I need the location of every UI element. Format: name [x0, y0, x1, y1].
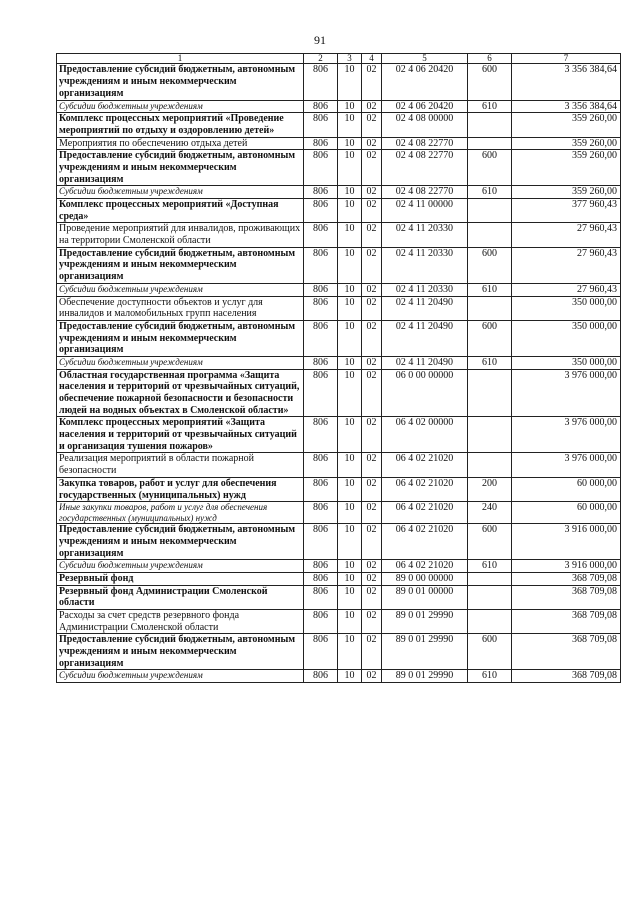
column-2-value: 806 [304, 477, 338, 501]
column-5-value: 02 4 06 20420 [382, 100, 468, 113]
column-2-value: 806 [304, 502, 338, 524]
row-name: Иные закупки товаров, работ и услуг для обеспечения государственных (муниципальных) нужд [57, 502, 304, 524]
column-7-amount: 3 976 000,00 [512, 453, 621, 477]
table-row [57, 477, 621, 501]
column-4-value: 02 [362, 477, 382, 501]
column-4-value: 02 [362, 453, 382, 477]
column-2-value: 806 [304, 186, 338, 199]
column-5-value: 89 0 01 29990 [382, 670, 468, 683]
column-7-amount: 3 916 000,00 [512, 524, 621, 560]
column-2-value: 806 [304, 296, 338, 320]
column-4-value: 02 [362, 283, 382, 296]
column-7-amount: 368 709,08 [512, 670, 621, 683]
table-row [57, 356, 621, 369]
table-row [57, 369, 621, 417]
column-2-value: 806 [304, 320, 338, 356]
table-row [57, 186, 621, 199]
column-3-value: 10 [338, 113, 362, 137]
column-7-amount: 27 960,43 [512, 283, 621, 296]
row-name: Предоставление субсидий бюджетным, автономным учреждениям и иным некоммерческим организациям [57, 150, 304, 186]
column-5-value: 06 0 00 00000 [382, 369, 468, 417]
table-row [57, 634, 621, 670]
column-5-value: 02 4 11 20330 [382, 223, 468, 247]
column-2-value: 806 [304, 585, 338, 609]
row-name: Субсидии бюджетным учреждениям [57, 100, 304, 113]
column-4-value: 02 [362, 610, 382, 634]
column-3-value: 10 [338, 283, 362, 296]
column-5-value: 06 4 02 21020 [382, 502, 468, 524]
column-7-amount: 368 709,08 [512, 572, 621, 585]
column-2-value: 806 [304, 369, 338, 417]
column-3-value: 10 [338, 502, 362, 524]
table-row [57, 572, 621, 585]
column-5-value: 06 4 02 00000 [382, 417, 468, 453]
column-7-amount: 27 960,43 [512, 247, 621, 283]
header-cell: 6 [468, 54, 512, 64]
header-cell: 7 [512, 54, 621, 64]
column-6-value [468, 610, 512, 634]
column-5-value: 06 4 02 21020 [382, 453, 468, 477]
column-5-value: 02 4 11 20330 [382, 283, 468, 296]
page-number: 91 [314, 33, 326, 47]
column-4-value: 02 [362, 296, 382, 320]
column-4-value: 02 [362, 113, 382, 137]
table-header-row [57, 54, 621, 64]
column-2-value: 806 [304, 137, 338, 150]
column-3-value: 10 [338, 150, 362, 186]
table-row [57, 585, 621, 609]
column-3-value: 10 [338, 137, 362, 150]
column-4-value: 02 [362, 137, 382, 150]
table-row [57, 296, 621, 320]
column-2-value: 806 [304, 610, 338, 634]
column-3-value: 10 [338, 585, 362, 609]
column-6-value: 240 [468, 502, 512, 524]
column-5-value: 02 4 06 20420 [382, 64, 468, 100]
column-7-amount: 359 260,00 [512, 186, 621, 199]
row-name: Субсидии бюджетным учреждениям [57, 356, 304, 369]
column-3-value: 10 [338, 186, 362, 199]
row-name: Комплекс процессных мероприятий «Защита населения и территорий от чрезвычайных ситуаций и организация тушения пожаров» [57, 417, 304, 453]
column-6-value: 610 [468, 186, 512, 199]
column-5-value: 02 4 08 22770 [382, 137, 468, 150]
column-6-value: 600 [468, 634, 512, 670]
row-name: Субсидии бюджетным учреждениям [57, 560, 304, 573]
column-6-value: 600 [468, 320, 512, 356]
row-name: Комплекс процессных мероприятий «Проведение мероприятий по отдыху и оздоровлению детей» [57, 113, 304, 137]
column-3-value: 10 [338, 417, 362, 453]
column-5-value: 89 0 01 29990 [382, 610, 468, 634]
column-7-amount: 3 976 000,00 [512, 417, 621, 453]
row-name: Комплекс процессных мероприятий «Доступная среда» [57, 199, 304, 223]
column-6-value: 610 [468, 100, 512, 113]
column-6-value: 610 [468, 670, 512, 683]
column-5-value: 06 4 02 21020 [382, 524, 468, 560]
table-row [57, 150, 621, 186]
column-2-value: 806 [304, 356, 338, 369]
column-5-value: 02 4 11 00000 [382, 199, 468, 223]
column-2-value: 806 [304, 150, 338, 186]
row-name: Мероприятия по обеспечению отдыха детей [57, 137, 304, 150]
column-5-value: 89 0 00 00000 [382, 572, 468, 585]
header-cell: 4 [362, 54, 382, 64]
column-7-amount: 3 356 384,64 [512, 64, 621, 100]
column-5-value: 02 4 08 00000 [382, 113, 468, 137]
row-name: Субсидии бюджетным учреждениям [57, 670, 304, 683]
column-6-value [468, 296, 512, 320]
column-3-value: 10 [338, 356, 362, 369]
table-row [57, 417, 621, 453]
column-4-value: 02 [362, 572, 382, 585]
column-6-value [468, 572, 512, 585]
column-4-value: 02 [362, 150, 382, 186]
column-4-value: 02 [362, 356, 382, 369]
column-4-value: 02 [362, 670, 382, 683]
column-7-amount: 377 960,43 [512, 199, 621, 223]
column-5-value: 06 4 02 21020 [382, 477, 468, 501]
column-3-value: 10 [338, 296, 362, 320]
column-4-value: 02 [362, 502, 382, 524]
column-3-value: 10 [338, 560, 362, 573]
budget-table [56, 53, 621, 683]
column-5-value: 02 4 08 22770 [382, 186, 468, 199]
column-3-value: 10 [338, 477, 362, 501]
column-6-value [468, 113, 512, 137]
column-4-value: 02 [362, 524, 382, 560]
table-row [57, 283, 621, 296]
column-3-value: 10 [338, 100, 362, 113]
column-2-value: 806 [304, 453, 338, 477]
column-2-value: 806 [304, 64, 338, 100]
column-3-value: 10 [338, 369, 362, 417]
column-6-value: 600 [468, 64, 512, 100]
column-2-value: 806 [304, 113, 338, 137]
table-row [57, 610, 621, 634]
column-2-value: 806 [304, 199, 338, 223]
column-2-value: 806 [304, 100, 338, 113]
column-6-value: 600 [468, 247, 512, 283]
column-6-value [468, 137, 512, 150]
column-6-value: 610 [468, 560, 512, 573]
column-5-value: 06 4 02 21020 [382, 560, 468, 573]
column-6-value [468, 369, 512, 417]
column-7-amount: 3 916 000,00 [512, 560, 621, 573]
header-cell: 1 [57, 54, 304, 64]
column-3-value: 10 [338, 453, 362, 477]
column-5-value: 02 4 08 22770 [382, 150, 468, 186]
column-2-value: 806 [304, 634, 338, 670]
column-2-value: 806 [304, 670, 338, 683]
column-5-value: 02 4 11 20490 [382, 320, 468, 356]
column-3-value: 10 [338, 247, 362, 283]
header-cell: 5 [382, 54, 468, 64]
column-5-value: 02 4 11 20490 [382, 296, 468, 320]
column-7-amount: 350 000,00 [512, 296, 621, 320]
column-7-amount: 368 709,08 [512, 610, 621, 634]
column-7-amount: 350 000,00 [512, 320, 621, 356]
column-5-value: 89 0 01 29990 [382, 634, 468, 670]
row-name: Субсидии бюджетным учреждениям [57, 283, 304, 296]
column-7-amount: 27 960,43 [512, 223, 621, 247]
column-3-value: 10 [338, 199, 362, 223]
column-7-amount: 60 000,00 [512, 477, 621, 501]
table-row [57, 64, 621, 100]
row-name: Реализация мероприятий в области пожарной безопасности [57, 453, 304, 477]
column-3-value: 10 [338, 524, 362, 560]
row-name: Предоставление субсидий бюджетным, автономным учреждениям и иным некоммерческим организациям [57, 247, 304, 283]
table-row [57, 670, 621, 683]
column-3-value: 10 [338, 64, 362, 100]
column-6-value: 610 [468, 283, 512, 296]
column-4-value: 02 [362, 64, 382, 100]
column-6-value [468, 585, 512, 609]
column-3-value: 10 [338, 670, 362, 683]
column-2-value: 806 [304, 572, 338, 585]
column-4-value: 02 [362, 247, 382, 283]
row-name: Предоставление субсидий бюджетным, автономным учреждениям и иным некоммерческим организациям [57, 524, 304, 560]
table-row [57, 560, 621, 573]
column-4-value: 02 [362, 100, 382, 113]
table-row [57, 199, 621, 223]
column-6-value [468, 453, 512, 477]
column-2-value: 806 [304, 247, 338, 283]
column-7-amount: 359 260,00 [512, 150, 621, 186]
row-name: Резервный фонд [57, 572, 304, 585]
table-row [57, 100, 621, 113]
column-6-value: 200 [468, 477, 512, 501]
row-name: Областная государственная программа «Защита населения и территорий от чрезвычайных ситуаций, обеспечение пожарной безопасности и безопасности людей на водных объектах в Смоленской области» [57, 369, 304, 417]
row-name: Резервный фонд Администрации Смоленской области [57, 585, 304, 609]
column-4-value: 02 [362, 585, 382, 609]
column-3-value: 10 [338, 572, 362, 585]
column-3-value: 10 [338, 320, 362, 356]
column-3-value: 10 [338, 610, 362, 634]
column-7-amount: 359 260,00 [512, 113, 621, 137]
table-row [57, 223, 621, 247]
column-7-amount: 350 000,00 [512, 356, 621, 369]
column-7-amount: 60 000,00 [512, 502, 621, 524]
column-7-amount: 368 709,08 [512, 634, 621, 670]
column-6-value [468, 223, 512, 247]
column-5-value: 89 0 01 00000 [382, 585, 468, 609]
table-row [57, 524, 621, 560]
row-name: Предоставление субсидий бюджетным, автономным учреждениям и иным некоммерческим организациям [57, 634, 304, 670]
header-cell: 3 [338, 54, 362, 64]
column-7-amount: 3 356 384,64 [512, 100, 621, 113]
column-4-value: 02 [362, 417, 382, 453]
row-name: Обеспечение доступности объектов и услуг для инвалидов и маломобильных групп населения [57, 296, 304, 320]
column-7-amount: 359 260,00 [512, 137, 621, 150]
column-2-value: 806 [304, 283, 338, 296]
column-7-amount: 3 976 000,00 [512, 369, 621, 417]
table-row [57, 320, 621, 356]
column-6-value [468, 417, 512, 453]
row-name: Субсидии бюджетным учреждениям [57, 186, 304, 199]
column-4-value: 02 [362, 186, 382, 199]
row-name: Предоставление субсидий бюджетным, автономным учреждениям и иным некоммерческим организациям [57, 64, 304, 100]
table-row [57, 247, 621, 283]
column-4-value: 02 [362, 199, 382, 223]
column-2-value: 806 [304, 560, 338, 573]
row-name: Предоставление субсидий бюджетным, автономным учреждениям и иным некоммерческим организациям [57, 320, 304, 356]
column-4-value: 02 [362, 560, 382, 573]
table-row [57, 453, 621, 477]
row-name: Закупка товаров, работ и услуг для обеспечения государственных (муниципальных) нужд [57, 477, 304, 501]
column-4-value: 02 [362, 320, 382, 356]
column-5-value: 02 4 11 20330 [382, 247, 468, 283]
column-3-value: 10 [338, 223, 362, 247]
column-6-value [468, 199, 512, 223]
row-name: Расходы за счет средств резервного фонда Администрации Смоленской области [57, 610, 304, 634]
table-row [57, 113, 621, 137]
header-cell: 2 [304, 54, 338, 64]
column-4-value: 02 [362, 634, 382, 670]
column-4-value: 02 [362, 223, 382, 247]
column-2-value: 806 [304, 417, 338, 453]
column-2-value: 806 [304, 223, 338, 247]
column-7-amount: 368 709,08 [512, 585, 621, 609]
row-name: Проведение мероприятий для инвалидов, проживающих на территории Смоленской области [57, 223, 304, 247]
column-5-value: 02 4 11 20490 [382, 356, 468, 369]
column-6-value: 600 [468, 150, 512, 186]
column-4-value: 02 [362, 369, 382, 417]
table-row [57, 502, 621, 524]
column-6-value: 610 [468, 356, 512, 369]
column-2-value: 806 [304, 524, 338, 560]
table-row [57, 137, 621, 150]
column-3-value: 10 [338, 634, 362, 670]
column-6-value: 600 [468, 524, 512, 560]
